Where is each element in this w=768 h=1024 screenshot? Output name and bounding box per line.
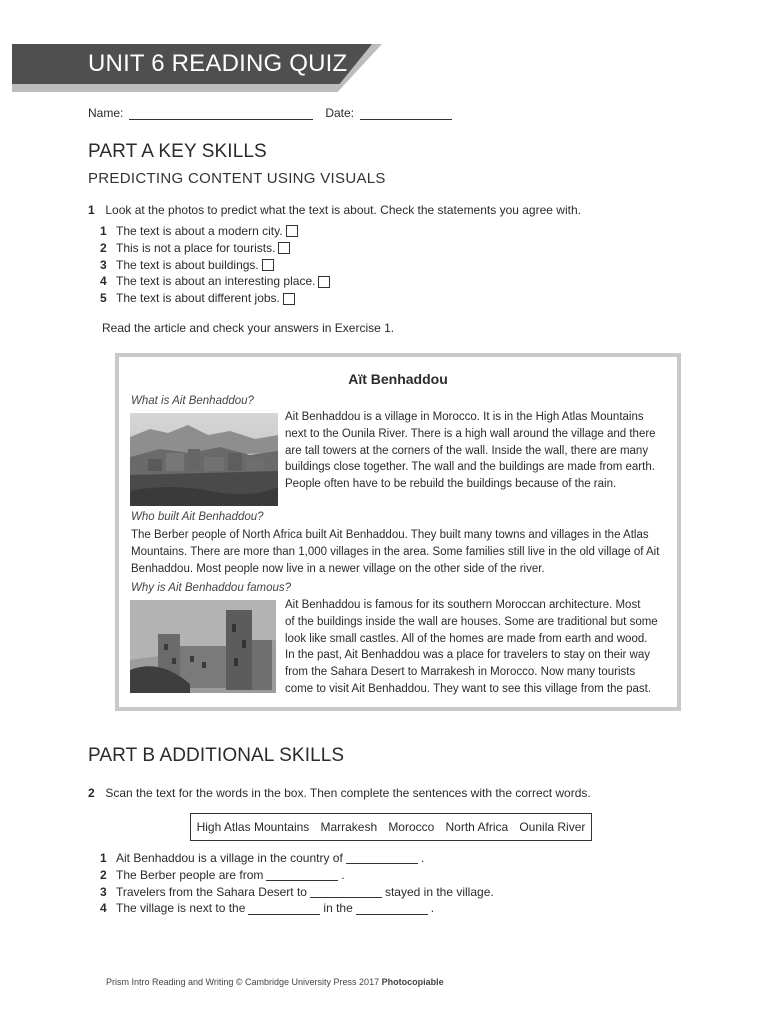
sentence-part: .: [341, 867, 345, 882]
date-field[interactable]: [360, 105, 452, 120]
question-number: 2: [88, 786, 95, 800]
text-line: come to visit Ait Benhaddou. They want to see this village from the past.: [285, 682, 652, 695]
list-item: [100, 867, 494, 884]
page-title: UNIT 6 READING QUIZ: [88, 50, 348, 77]
sentence-part: Ait Benhaddou is a village in the country of: [116, 851, 343, 865]
checkbox[interactable]: [278, 242, 290, 254]
list-item: [100, 240, 330, 257]
list-item: [100, 850, 494, 867]
text-line: of the buildings inside the wall are houses. Some are traditional but some: [285, 615, 658, 628]
text-line: Mountains. There are more than 1,000 villages in the area. Some families still live in the old village of Ait: [131, 545, 660, 558]
text-line: are tall towers at the corners of the wall. Inside the wall, there are many: [285, 444, 649, 457]
checkbox[interactable]: [286, 225, 298, 237]
text-line: next to the Ounila River. There is a high wall around the village and there: [285, 427, 656, 440]
article-paragraph-3: [285, 597, 658, 698]
text-line: from the Sahara Desert to Marrakesh in Morocco. Now many tourists: [285, 666, 636, 679]
text-line: Benhaddou. Most people now live in a newer village on the other side of the river.: [131, 562, 545, 575]
village-photo: [130, 413, 278, 506]
article-paragraph-1: [285, 409, 656, 493]
sentence-part: The village is next to the: [116, 901, 246, 916]
word-item: Marrakesh: [320, 820, 378, 834]
item-number: 2: [100, 240, 107, 255]
article-question-3: Why is Ait Benhaddou famous?: [131, 582, 292, 594]
sentence-part: stayed in the village.: [384, 884, 494, 899]
answer-blank[interactable]: [310, 886, 382, 898]
name-field[interactable]: [129, 105, 313, 120]
list-item: [100, 257, 330, 274]
item-text: The text is about a modern city.: [116, 224, 283, 238]
item-number: 4: [100, 274, 107, 289]
word-item: High Atlas Mountains: [196, 820, 310, 834]
article-question-1: What is Ait Benhaddou?: [131, 395, 254, 407]
item-number: 2: [100, 867, 107, 882]
sentence-list: [100, 850, 494, 917]
date-label: Date:: [325, 106, 355, 120]
question-2: [88, 786, 591, 800]
item-text: The text is about different jobs.: [116, 291, 280, 306]
text-line: Ait Benhaddou is a village in Morocco. It is in the High Atlas Mountains: [285, 411, 644, 423]
answer-blank[interactable]: [356, 903, 428, 915]
footer-bold: Photocopiable: [381, 977, 444, 987]
statement-list: [100, 223, 330, 307]
name-date-row: [88, 105, 452, 120]
instruction-text: Read the article and check your answers in Exercise 1.: [102, 321, 395, 335]
footer-text: Prism Intro Reading and Writing © Cambridge University Press 2017: [106, 977, 380, 987]
word-item: North Africa: [445, 820, 509, 834]
item-text: The text is about an interesting place.: [116, 274, 316, 289]
answer-blank[interactable]: [346, 852, 418, 864]
part-a-heading: PART A KEY SKILLS: [88, 141, 267, 162]
item-number: 3: [100, 257, 107, 272]
text-line: The Berber people of North Africa built Ait Benhaddou. They built many towns and villages in the Atlas: [131, 529, 649, 541]
item-text: This is not a place for tourists.: [116, 240, 276, 255]
list-item: [100, 900, 494, 917]
checkbox[interactable]: [283, 293, 295, 305]
text-line: In the past, Ait Benhaddou was a place for travelers to stay on their way: [285, 649, 651, 662]
word-box: [190, 813, 592, 841]
item-number: 3: [100, 884, 107, 899]
checkbox[interactable]: [318, 276, 330, 288]
castle-photo: [130, 600, 276, 693]
question-1: [88, 203, 581, 217]
sentence-part: .: [430, 901, 435, 916]
sentence-part: Travelers from the Sahara Desert to: [116, 884, 307, 899]
part-a-subheading: PREDICTING CONTENT USING VISUALS: [88, 170, 386, 187]
article-title: Aït Benhaddou: [348, 371, 448, 387]
text-line: Ait Benhaddou is famous for its southern Moroccan architecture. Most: [285, 599, 641, 611]
word-item: Morocco: [388, 820, 435, 834]
article-paragraph-2: [131, 527, 659, 577]
question-text: Scan the text for the words in the box. Then complete the sentences with the correct words.: [105, 786, 591, 800]
checkbox[interactable]: [262, 259, 274, 271]
item-number: 1: [100, 224, 107, 238]
word-item: Ounila River: [519, 820, 586, 834]
article-question-2: Who built Ait Benhaddou?: [131, 511, 264, 523]
question-text: Look at the photos to predict what the text is about. Check the statements you agree with.: [105, 203, 581, 217]
question-number: 1: [88, 203, 95, 217]
name-label: Name:: [88, 106, 124, 120]
item-number: 1: [100, 851, 107, 865]
text-line: buildings close together. The wall and the buildings are made from earth.: [285, 461, 655, 474]
list-item: [100, 290, 330, 307]
footer: [106, 977, 444, 987]
item-number: 5: [100, 291, 107, 306]
item-number: 4: [100, 901, 107, 916]
sentence-part: .: [420, 851, 425, 865]
list-item: [100, 884, 494, 901]
sentence-part: The Berber people are from: [116, 867, 264, 882]
text-line: People often have to be rebuild the buildings because of the rain.: [285, 478, 617, 491]
answer-blank[interactable]: [266, 869, 338, 881]
list-item: [100, 273, 330, 290]
item-text: The text is about buildings.: [116, 257, 259, 272]
part-b-heading: PART B ADDITIONAL SKILLS: [88, 745, 345, 766]
article-box: [115, 353, 681, 711]
text-line: look like small castles. All of the homes are made from earth and wood.: [285, 632, 648, 645]
list-item: [100, 223, 330, 240]
sentence-part: in the: [323, 901, 353, 916]
answer-blank[interactable]: [248, 903, 320, 915]
